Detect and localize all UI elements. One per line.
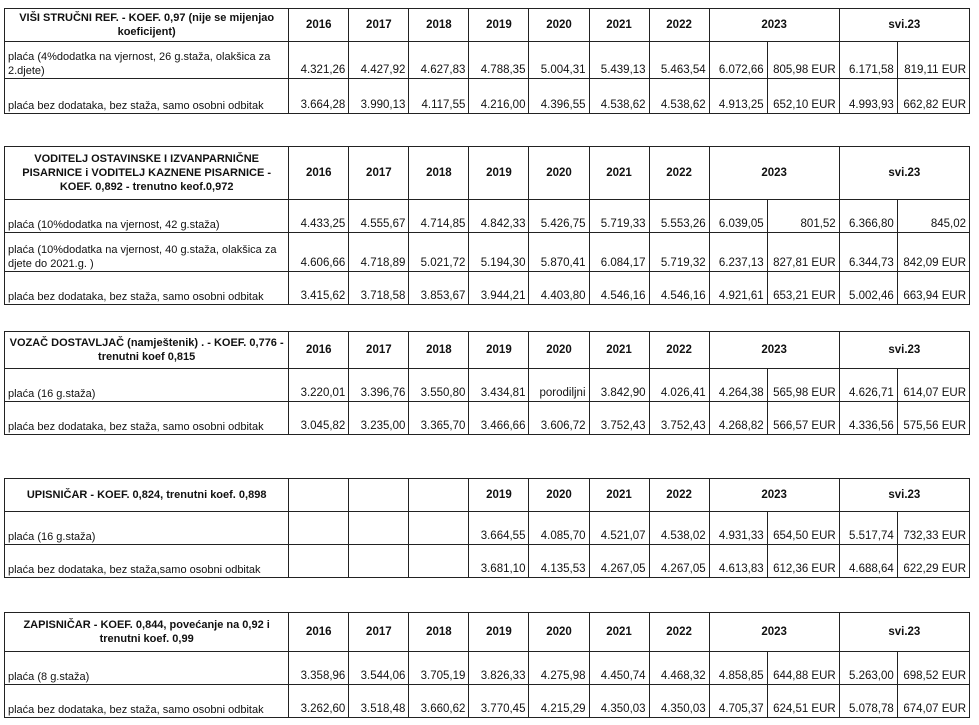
row-label: plaća (16 g.staža) [5, 369, 289, 402]
salary-value: 4.427,92 [349, 42, 409, 79]
year-header-svi: svi.23 [839, 479, 969, 512]
year-header-2023: 2023 [709, 613, 839, 652]
year-header-2023: 2023 [709, 479, 839, 512]
salary-value: 4.546,16 [649, 272, 709, 305]
salary-value: 3.262,60 [289, 685, 349, 718]
year-header-2023: 2023 [709, 147, 839, 200]
salary-table [4, 331, 970, 435]
salary-value: 4.085,70 [529, 512, 589, 545]
table-row [5, 200, 970, 233]
table-title: UPISNIČAR - KOEF. 0,824, trenutni koef. 0,898 [5, 479, 289, 512]
salary-svi-eur: 662,82 EUR [897, 79, 969, 114]
salary-svi-kn: 5.078,78 [839, 685, 897, 718]
year-header: 2020 [529, 613, 589, 652]
salary-value: 3.550,80 [409, 369, 469, 402]
year-header: 2017 [349, 147, 409, 200]
table-title: VIŠI STRUČNI REF. - KOEF. 0,97 (nije se mijenjao koeficijent) [5, 9, 289, 42]
salary-value: 3.681,10 [469, 545, 529, 578]
salary-svi-kn: 6.344,73 [839, 233, 897, 272]
salary-value [349, 545, 409, 578]
year-header: 2019 [469, 9, 529, 42]
salary-value: 4.468,32 [649, 652, 709, 685]
year-header: 2022 [649, 9, 709, 42]
salary-value: 5.439,13 [589, 42, 649, 79]
salary-2023-eur: 801,52 [767, 200, 839, 233]
year-header: 2019 [469, 332, 529, 369]
salary-svi-kn: 6.171,58 [839, 42, 897, 79]
salary-value: 3.705,19 [409, 652, 469, 685]
salary-value [409, 545, 469, 578]
year-header: 2016 [289, 147, 349, 200]
salary-svi-eur: 842,09 EUR [897, 233, 969, 272]
salary-value: 3.990,13 [349, 79, 409, 114]
salary-value: 4.135,53 [529, 545, 589, 578]
row-label: plaća (8 g.staža) [5, 652, 289, 685]
salary-value: 4.788,35 [469, 42, 529, 79]
salary-value [289, 512, 349, 545]
salary-table [4, 612, 970, 718]
salary-svi-kn: 4.336,56 [839, 402, 897, 435]
salary-value: 3.235,00 [349, 402, 409, 435]
salary-value: 4.267,05 [589, 545, 649, 578]
salary-2023-eur: 624,51 EUR [767, 685, 839, 718]
salary-2023-kn: 4.931,33 [709, 512, 767, 545]
year-header: 2020 [529, 479, 589, 512]
table-row [5, 272, 970, 305]
salary-2023-eur: 652,10 EUR [767, 79, 839, 114]
table-row [5, 233, 970, 272]
salary-value: 4.714,85 [409, 200, 469, 233]
table-row [5, 369, 970, 402]
salary-2023-eur: 827,81 EUR [767, 233, 839, 272]
salary-value: 4.403,80 [529, 272, 589, 305]
table-row [5, 79, 970, 114]
year-header: 2020 [529, 9, 589, 42]
salary-value: 3.826,33 [469, 652, 529, 685]
table-title: VODITELJ OSTAVINSKE I IZVANPARNIČNE PISARNICE i VODITELJ KAZNENE PISARNICE - KOEF. 0,892 - trenutno keof.0,972 [5, 147, 289, 200]
salary-2023-eur: 566,57 EUR [767, 402, 839, 435]
salary-2023-kn: 4.858,85 [709, 652, 767, 685]
year-header: 2017 [349, 613, 409, 652]
table-row [5, 42, 970, 79]
salary-value: 4.538,02 [649, 512, 709, 545]
salary-value: 4.396,55 [529, 79, 589, 114]
salary-value: 5.719,33 [589, 200, 649, 233]
salary-2023-kn: 4.913,25 [709, 79, 767, 114]
year-header: 2019 [469, 479, 529, 512]
salary-svi-eur: 845,02 [897, 200, 969, 233]
salary-value: 4.321,26 [289, 42, 349, 79]
salary-value: 3.660,62 [409, 685, 469, 718]
year-header: 2017 [349, 332, 409, 369]
year-header-svi: svi.23 [839, 147, 969, 200]
salary-value: 4.606,66 [289, 233, 349, 272]
salary-value: 3.466,66 [469, 402, 529, 435]
salary-value: 3.606,72 [529, 402, 589, 435]
year-header: 2021 [589, 479, 649, 512]
salary-value: 3.842,90 [589, 369, 649, 402]
salary-value: 3.544,06 [349, 652, 409, 685]
salary-value: 5.463,54 [649, 42, 709, 79]
row-label: plaća (16 g.staža) [5, 512, 289, 545]
salary-2023-kn: 4.268,82 [709, 402, 767, 435]
salary-value: 4.718,89 [349, 233, 409, 272]
year-header: 2022 [649, 332, 709, 369]
salary-svi-eur: 732,33 EUR [897, 512, 969, 545]
year-header-svi: svi.23 [839, 613, 969, 652]
salary-value: 4.267,05 [649, 545, 709, 578]
table-header-row [5, 147, 970, 200]
salary-value: 4.450,74 [589, 652, 649, 685]
salary-svi-eur: 663,94 EUR [897, 272, 969, 305]
salary-value: 4.215,29 [529, 685, 589, 718]
salary-value: 3.045,82 [289, 402, 349, 435]
salary-svi-eur: 614,07 EUR [897, 369, 969, 402]
year-header: 2018 [409, 332, 469, 369]
salary-value: 5.194,30 [469, 233, 529, 272]
year-header: 2016 [289, 9, 349, 42]
year-header-2023: 2023 [709, 9, 839, 42]
year-header: 2019 [469, 613, 529, 652]
salary-value: 5.553,26 [649, 200, 709, 233]
salary-svi-kn: 5.263,00 [839, 652, 897, 685]
salary-svi-eur: 819,11 EUR [897, 42, 969, 79]
salary-svi-kn: 5.002,46 [839, 272, 897, 305]
table-title: VOZAČ DOSTAVLJAČ (namještenik) . - KOEF. 0,776 - trenutni koef 0,815 [5, 332, 289, 369]
table-header-row [5, 9, 970, 42]
table-row [5, 545, 970, 578]
salary-value: 5.719,32 [649, 233, 709, 272]
year-header: 2018 [409, 9, 469, 42]
year-header: 2022 [649, 147, 709, 200]
salary-value: 3.396,76 [349, 369, 409, 402]
row-label: plaća bez dodataka, bez staža, samo osobni odbitak [5, 79, 289, 114]
row-label: plaća bez dodataka, bez staža, samo osobni odbitak [5, 272, 289, 305]
salary-value: 3.664,28 [289, 79, 349, 114]
salary-value: 4.433,25 [289, 200, 349, 233]
salary-value: 4.117,55 [409, 79, 469, 114]
row-label: plaća bez dodataka, bez staža, samo osobni odbitak [5, 402, 289, 435]
row-label: plaća (10%dodatka na vjernost, 42 g.staža) [5, 200, 289, 233]
salary-value: 3.853,67 [409, 272, 469, 305]
year-header: 2021 [589, 9, 649, 42]
salary-value [409, 512, 469, 545]
salary-2023-kn: 4.705,37 [709, 685, 767, 718]
salary-svi-eur: 698,52 EUR [897, 652, 969, 685]
salary-2023-kn: 6.072,66 [709, 42, 767, 79]
salary-value: 4.350,03 [649, 685, 709, 718]
salary-2023-eur: 565,98 EUR [767, 369, 839, 402]
salary-value: 5.870,41 [529, 233, 589, 272]
salary-value: 4.555,67 [349, 200, 409, 233]
salary-value: 3.358,96 [289, 652, 349, 685]
salary-value: 3.752,43 [649, 402, 709, 435]
year-header: 2021 [589, 332, 649, 369]
salary-svi-kn: 5.517,74 [839, 512, 897, 545]
salary-value: 6.084,17 [589, 233, 649, 272]
salary-value: 3.944,21 [469, 272, 529, 305]
year-header: 2020 [529, 147, 589, 200]
salary-table [4, 146, 970, 305]
salary-value: 4.842,33 [469, 200, 529, 233]
salary-2023-eur: 805,98 EUR [767, 42, 839, 79]
salary-value: 3.718,58 [349, 272, 409, 305]
table-header-row [5, 332, 970, 369]
table-header-row [5, 613, 970, 652]
year-header: 2018 [409, 613, 469, 652]
salary-value: 5.426,75 [529, 200, 589, 233]
salary-value: 3.518,48 [349, 685, 409, 718]
salary-svi-kn: 4.688,64 [839, 545, 897, 578]
salary-value: 4.026,41 [649, 369, 709, 402]
salary-2023-eur: 612,36 EUR [767, 545, 839, 578]
salary-value: 4.350,03 [589, 685, 649, 718]
salary-svi-kn: 6.366,80 [839, 200, 897, 233]
salary-value: 3.434,81 [469, 369, 529, 402]
row-label: plaća bez dodataka, bez staža, samo osobni odbitak [5, 685, 289, 718]
salary-2023-kn: 4.613,83 [709, 545, 767, 578]
salary-value [349, 512, 409, 545]
year-header: 2022 [649, 479, 709, 512]
salary-2023-eur: 644,88 EUR [767, 652, 839, 685]
table-row [5, 685, 970, 718]
table-row [5, 512, 970, 545]
year-header [409, 479, 469, 512]
salary-svi-eur: 674,07 EUR [897, 685, 969, 718]
salary-table [4, 8, 970, 114]
year-header-2023: 2023 [709, 332, 839, 369]
salary-value: 4.627,83 [409, 42, 469, 79]
row-label: plaća (4%dodatka na vjernost, 26 g.staža, olakšica za 2.djete) [5, 42, 289, 79]
salary-value: 4.538,62 [649, 79, 709, 114]
salary-value: 4.216,00 [469, 79, 529, 114]
year-header: 2020 [529, 332, 589, 369]
salary-2023-kn: 4.264,38 [709, 369, 767, 402]
salary-svi-eur: 575,56 EUR [897, 402, 969, 435]
salary-value: 4.546,16 [589, 272, 649, 305]
year-header: 2018 [409, 147, 469, 200]
year-header: 2019 [469, 147, 529, 200]
year-header: 2021 [589, 613, 649, 652]
table-title: ZAPISNIČAR - KOEF. 0,844, povećanje na 0,92 i trenutni koef. 0,99 [5, 613, 289, 652]
year-header: 2016 [289, 613, 349, 652]
salary-value: 3.770,45 [469, 685, 529, 718]
year-header: 2016 [289, 332, 349, 369]
year-header: 2022 [649, 613, 709, 652]
salary-svi-kn: 4.626,71 [839, 369, 897, 402]
salary-value: 3.664,55 [469, 512, 529, 545]
salary-value: porodiljni [529, 369, 589, 402]
salary-2023-eur: 654,50 EUR [767, 512, 839, 545]
row-label: plaća (10%dodatka na vjernost, 40 g.staža, olakšica za djete do 2021.g. ) [5, 233, 289, 272]
year-header: 2021 [589, 147, 649, 200]
salary-value: 4.521,07 [589, 512, 649, 545]
row-label: plaća bez dodataka, bez staža,samo osobni odbitak [5, 545, 289, 578]
salary-value: 5.004,31 [529, 42, 589, 79]
salary-2023-kn: 6.039,05 [709, 200, 767, 233]
salary-value: 3.415,62 [289, 272, 349, 305]
salary-value: 3.365,70 [409, 402, 469, 435]
salary-2023-kn: 6.237,13 [709, 233, 767, 272]
table-row [5, 402, 970, 435]
salary-value: 4.538,62 [589, 79, 649, 114]
salary-2023-kn: 4.921,61 [709, 272, 767, 305]
year-header: 2017 [349, 9, 409, 42]
salary-2023-eur: 653,21 EUR [767, 272, 839, 305]
salary-value: 3.220,01 [289, 369, 349, 402]
salary-value: 4.275,98 [529, 652, 589, 685]
salary-svi-eur: 622,29 EUR [897, 545, 969, 578]
table-row [5, 652, 970, 685]
salary-value: 5.021,72 [409, 233, 469, 272]
salary-svi-kn: 4.993,93 [839, 79, 897, 114]
table-header-row [5, 479, 970, 512]
salary-value [289, 545, 349, 578]
salary-value: 3.752,43 [589, 402, 649, 435]
year-header [349, 479, 409, 512]
year-header-svi: svi.23 [839, 332, 969, 369]
year-header [289, 479, 349, 512]
salary-table [4, 478, 970, 578]
year-header-svi: svi.23 [839, 9, 969, 42]
